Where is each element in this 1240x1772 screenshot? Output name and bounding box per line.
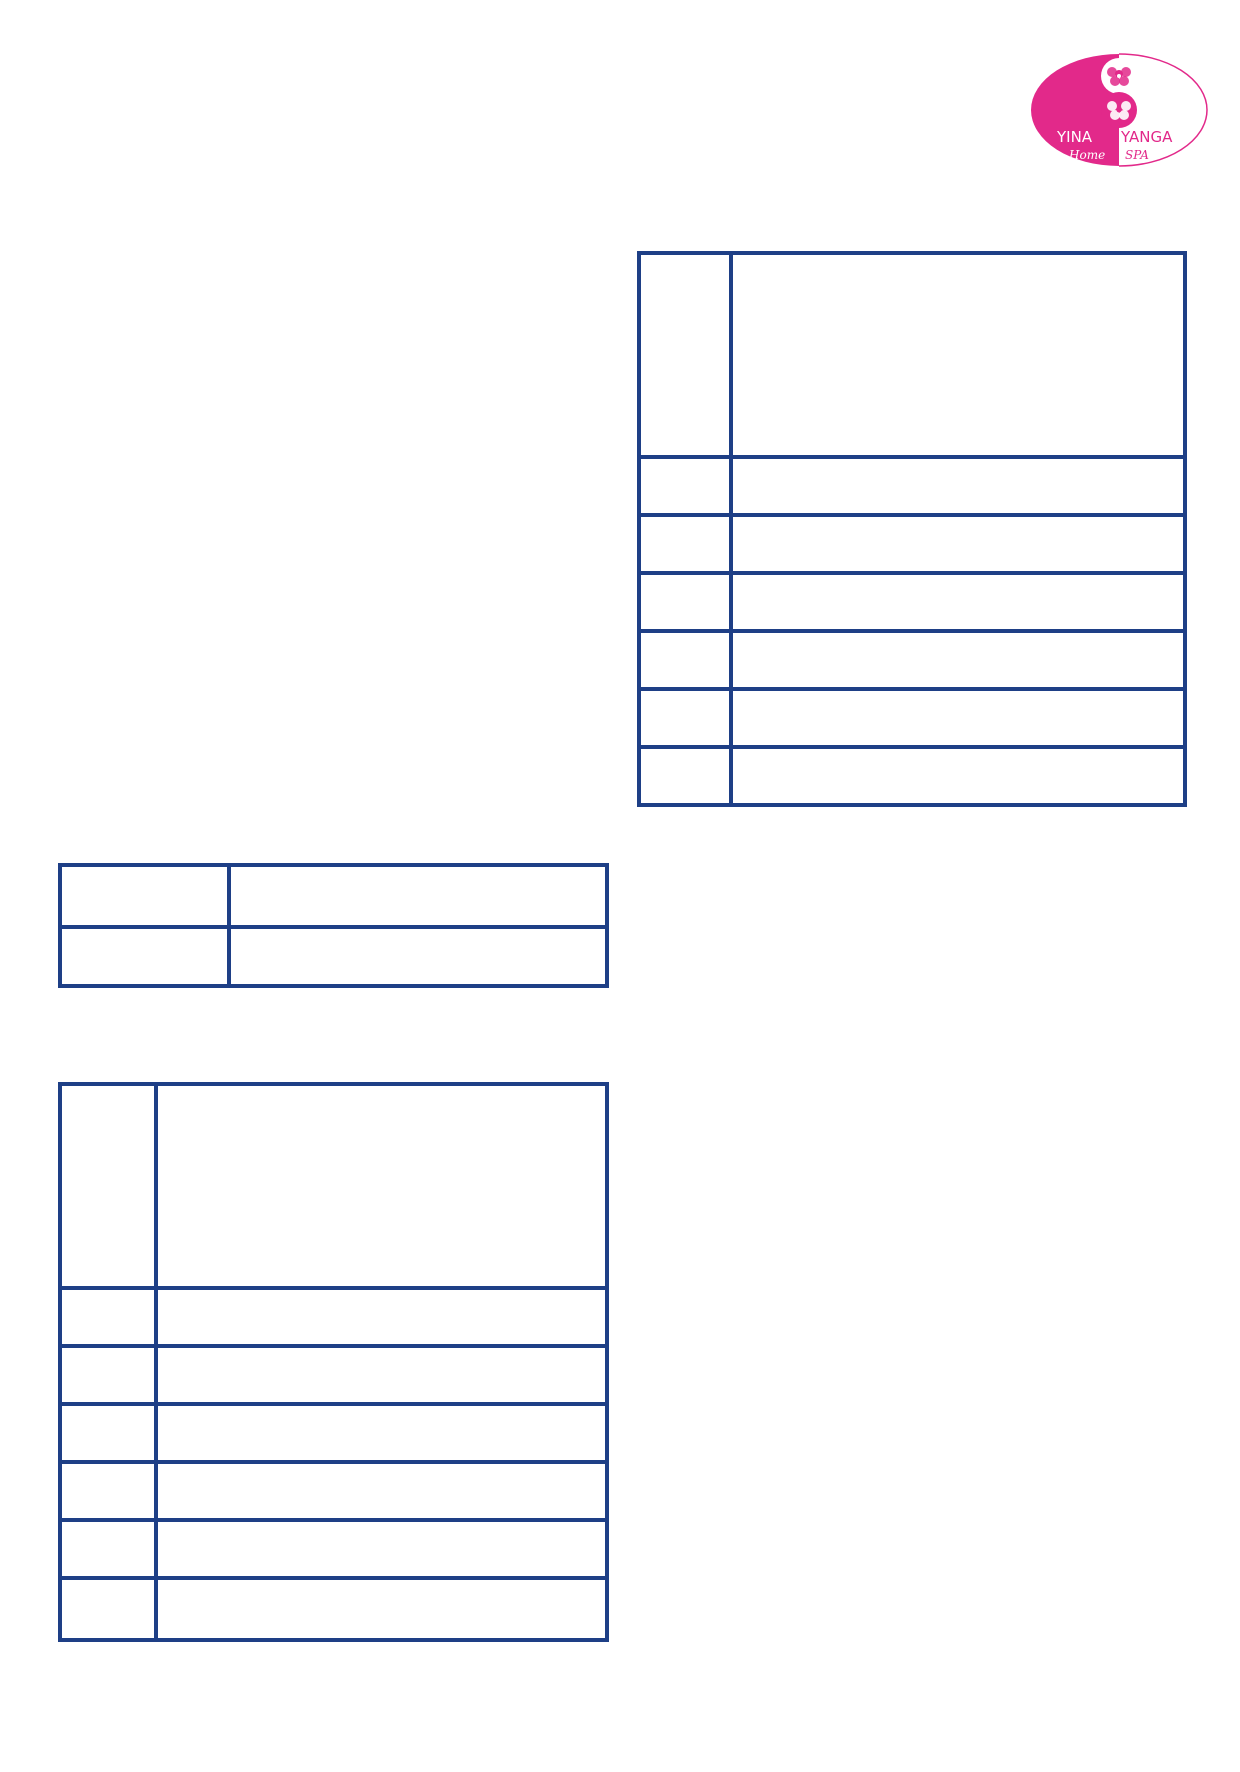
table-row [641,571,1183,629]
table-row [62,1460,605,1518]
column-divider [729,255,733,803]
table-row [62,1402,605,1460]
table-row [641,687,1183,745]
table-row [62,925,605,984]
logo-text-right: YANGA [1121,128,1173,146]
table-right [637,251,1187,807]
table-row [62,1518,605,1576]
table-row [641,255,1183,455]
logo-graphic [1029,52,1209,168]
table-small [58,863,609,988]
logo-subtitle-spa: SPA [1125,148,1149,162]
column-divider [154,1086,158,1638]
column-divider [227,867,231,984]
table-row [62,1576,605,1638]
logo-subtitle-home: Home [1069,148,1106,162]
yina-yanga-logo [1029,52,1209,168]
table-row [62,1086,605,1286]
table-row [62,1286,605,1344]
table-row [641,745,1183,803]
logo-text-left: YINA [1057,128,1093,146]
table-row [641,629,1183,687]
table-left [58,1082,609,1642]
table-row [62,1344,605,1402]
table-row [641,513,1183,571]
table-row [62,867,605,925]
table-row [641,455,1183,513]
